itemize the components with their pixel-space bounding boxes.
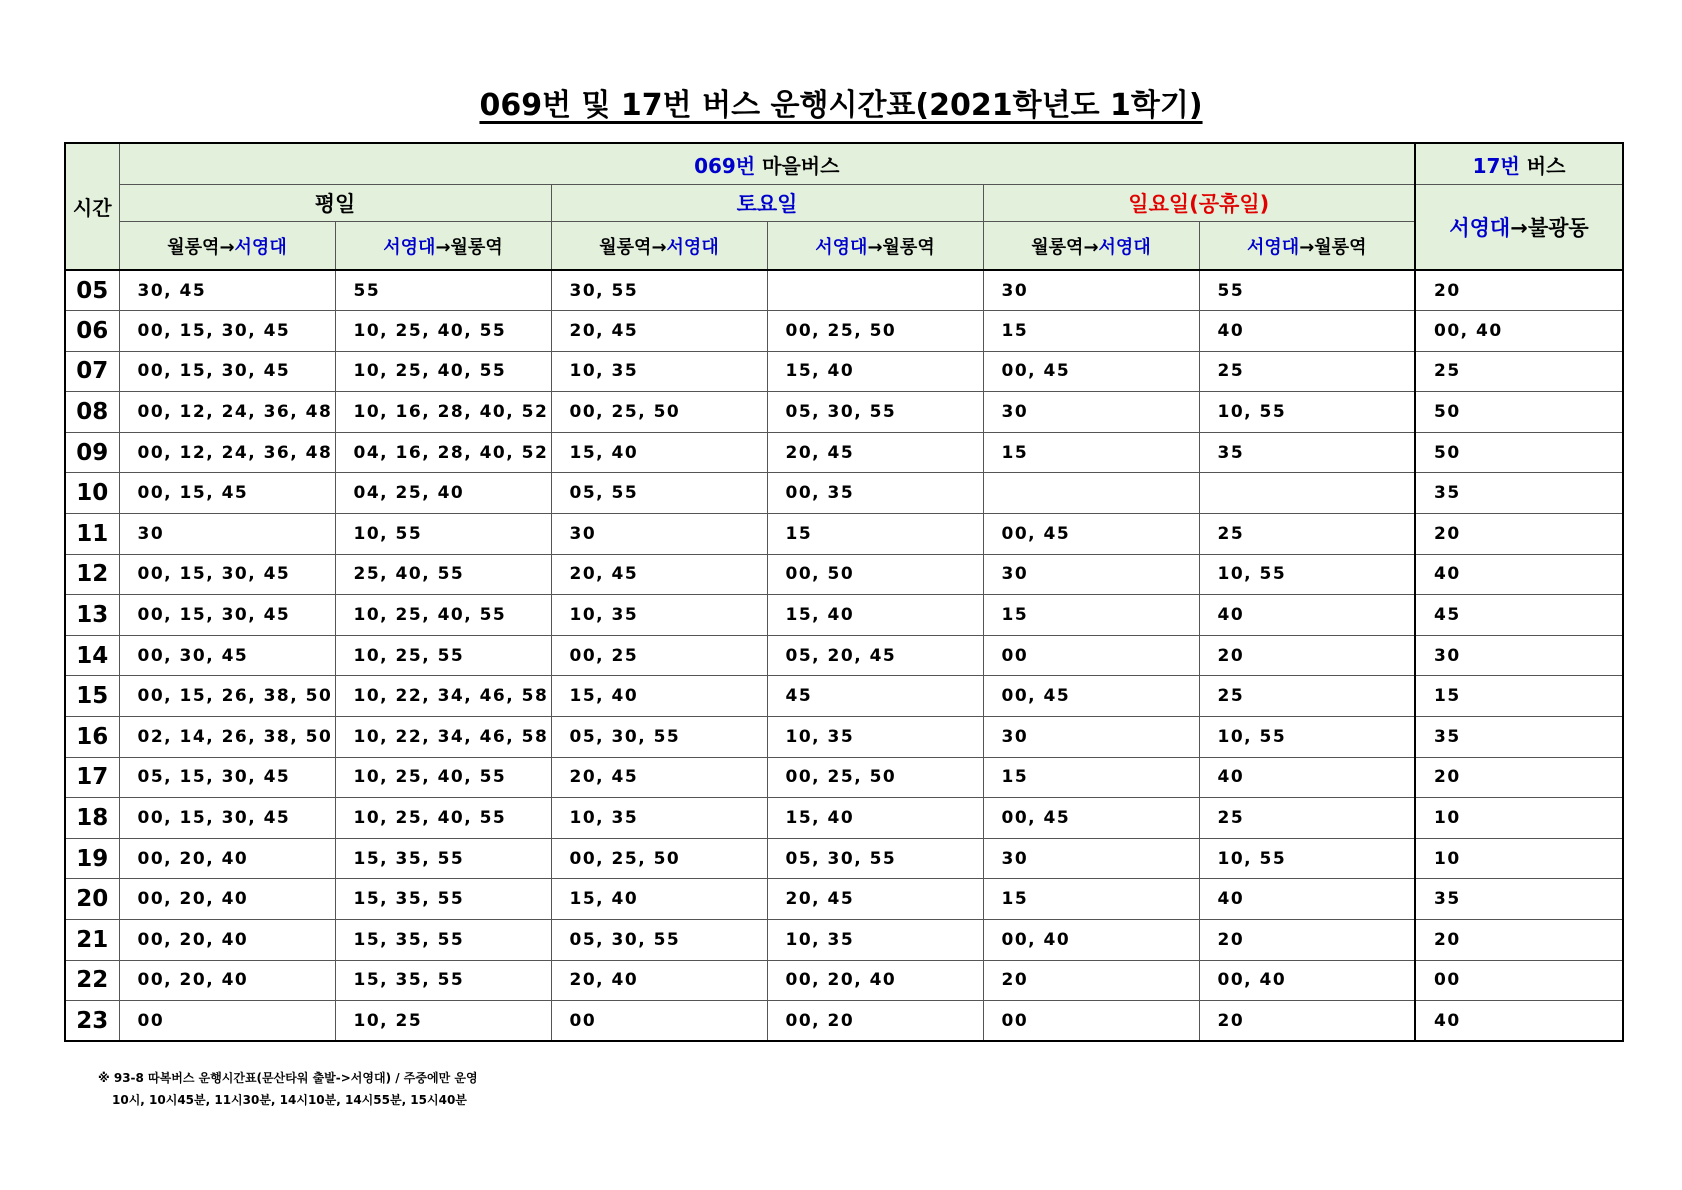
times-cell-wd-a: 00, 12, 24, 36, 48 [119,392,335,433]
times-cell-wd-b: 10, 16, 28, 40, 52 [335,392,551,433]
times-cell-b17: 20 [1415,514,1623,555]
times-cell-wd-a: 00, 15, 30, 45 [119,311,335,352]
times-cell-sat-b [767,270,983,311]
times-cell-wd-a: 00 [119,1001,335,1042]
times-cell-sun-a: 30 [983,270,1199,311]
times-cell-sun-a [983,473,1199,514]
times-cell-sun-a: 15 [983,879,1199,920]
table-row [65,270,1623,311]
times-cell-sat-a: 00, 25, 50 [551,392,767,433]
times-cell-sun-b: 10, 55 [1199,392,1415,433]
times-cell-b17: 20 [1415,270,1623,311]
times-cell-wd-b: 15, 35, 55 [335,838,551,879]
times-cell-wd-a: 00, 15, 45 [119,473,335,514]
times-cell-wd-b: 10, 25, 40, 55 [335,595,551,636]
table-row [65,514,1623,555]
times-cell-sun-a: 30 [983,554,1199,595]
times-cell-sat-a: 10, 35 [551,595,767,636]
times-cell-sat-b: 05, 20, 45 [767,635,983,676]
times-cell-b17: 50 [1415,392,1623,433]
times-cell-sun-b: 20 [1199,920,1415,961]
table-row [65,432,1623,473]
hour-cell: 16 [65,717,119,758]
hour-cell: 23 [65,1001,119,1042]
times-cell-sat-a: 10, 35 [551,351,767,392]
times-cell-sun-b [1199,473,1415,514]
times-cell-wd-b: 04, 25, 40 [335,473,551,514]
times-cell-sat-a: 20, 45 [551,757,767,798]
times-cell-sun-a: 20 [983,960,1199,1001]
times-cell-wd-a: 00, 15, 30, 45 [119,554,335,595]
table-row [65,392,1623,433]
hour-cell: 17 [65,757,119,798]
times-cell-sun-b: 25 [1199,798,1415,839]
times-cell-sun-b: 00, 40 [1199,960,1415,1001]
times-cell-wd-a: 00, 12, 24, 36, 48 [119,432,335,473]
times-cell-sun-a: 00, 40 [983,920,1199,961]
times-cell-sat-a: 00, 25, 50 [551,838,767,879]
times-cell-sat-a: 05, 30, 55 [551,717,767,758]
saturday-dir-a-header: 월롱역→서영대 [551,222,767,271]
times-cell-b17: 45 [1415,595,1623,636]
times-cell-sat-b: 00, 25, 50 [767,757,983,798]
times-cell-sat-a: 30 [551,514,767,555]
weekday-dir-b-header: 서영대→월롱역 [335,222,551,271]
times-cell-wd-a: 00, 15, 30, 45 [119,798,335,839]
times-cell-sun-b: 40 [1199,595,1415,636]
hour-cell: 12 [65,554,119,595]
times-cell-wd-a: 00, 15, 30, 45 [119,351,335,392]
times-cell-sun-a: 30 [983,392,1199,433]
times-cell-b17: 35 [1415,717,1623,758]
hour-cell: 09 [65,432,119,473]
table-row [65,960,1623,1001]
table-row [65,473,1623,514]
weekday-dir-a-header: 월롱역→서영대 [119,222,335,271]
times-cell-sun-a: 30 [983,717,1199,758]
times-cell-wd-b: 15, 35, 55 [335,879,551,920]
times-cell-sun-b: 40 [1199,879,1415,920]
times-cell-sat-b: 00, 35 [767,473,983,514]
times-cell-sat-b: 05, 30, 55 [767,838,983,879]
times-cell-sun-b: 10, 55 [1199,838,1415,879]
times-cell-sat-b: 15, 40 [767,595,983,636]
times-cell-sat-b: 15, 40 [767,798,983,839]
table-row [65,717,1623,758]
times-cell-b17: 20 [1415,920,1623,961]
times-cell-sat-a: 00 [551,1001,767,1042]
times-cell-sat-b: 15, 40 [767,351,983,392]
times-cell-b17: 35 [1415,879,1623,920]
table-row [65,838,1623,879]
times-cell-b17: 50 [1415,432,1623,473]
hour-cell: 21 [65,920,119,961]
time-column-header: 시간 [65,143,119,270]
times-cell-wd-b: 10, 25 [335,1001,551,1042]
times-cell-sat-b: 10, 35 [767,920,983,961]
footnote-line-2: 10시, 10시45분, 11시30분, 14시10분, 14시55분, 15시40분 [112,1093,467,1107]
times-cell-sun-a: 15 [983,757,1199,798]
hour-cell: 14 [65,635,119,676]
hour-cell: 08 [65,392,119,433]
times-cell-sat-b: 05, 30, 55 [767,392,983,433]
times-cell-sun-b: 25 [1199,351,1415,392]
bus069-header: 069번 마을버스 [119,143,1415,185]
times-cell-sun-a: 15 [983,311,1199,352]
sunday-dir-a-header: 월롱역→서영대 [983,222,1199,271]
times-cell-wd-a: 30 [119,514,335,555]
bus17-header: 17번 버스 [1415,143,1623,185]
times-cell-sun-b: 10, 55 [1199,717,1415,758]
times-cell-sat-a: 05, 30, 55 [551,920,767,961]
table-row [65,798,1623,839]
times-cell-sun-a: 30 [983,838,1199,879]
table-row [65,351,1623,392]
table-row [65,635,1623,676]
table-row [65,676,1623,717]
sunday-header: 일요일(공휴일) [983,185,1415,222]
times-cell-sun-b: 25 [1199,514,1415,555]
times-cell-sat-b: 00, 25, 50 [767,311,983,352]
times-cell-sat-b: 00, 50 [767,554,983,595]
table-row [65,1001,1623,1042]
times-cell-wd-b: 10, 25, 55 [335,635,551,676]
times-cell-wd-b: 10, 22, 34, 46, 58 [335,717,551,758]
times-cell-b17: 20 [1415,757,1623,798]
sunday-dir-b-header: 서영대→월롱역 [1199,222,1415,271]
bus17-direction-header: 서영대→불광동 [1415,185,1623,271]
times-cell-b17: 30 [1415,635,1623,676]
footnote [98,1067,478,1111]
times-cell-wd-b: 10, 25, 40, 55 [335,757,551,798]
times-cell-b17: 25 [1415,351,1623,392]
times-cell-b17: 10 [1415,838,1623,879]
times-cell-sat-b: 15 [767,514,983,555]
times-cell-wd-b: 10, 55 [335,514,551,555]
times-cell-sat-a: 15, 40 [551,879,767,920]
times-cell-wd-a: 30, 45 [119,270,335,311]
times-cell-sun-b: 40 [1199,757,1415,798]
times-cell-sat-a: 30, 55 [551,270,767,311]
times-cell-b17: 00, 40 [1415,311,1623,352]
times-cell-b17: 15 [1415,676,1623,717]
times-cell-sat-a: 00, 25 [551,635,767,676]
times-cell-wd-a: 02, 14, 26, 38, 50 [119,717,335,758]
table-row [65,920,1623,961]
footnote-line-1: ※ 93-8 따복버스 운행시간표(문산타워 출발->서영대) / 주중에만 운영 [98,1071,478,1085]
times-cell-sun-b: 10, 55 [1199,554,1415,595]
times-cell-sun-a: 00, 45 [983,798,1199,839]
hour-cell: 18 [65,798,119,839]
times-cell-sun-a: 00 [983,635,1199,676]
times-cell-sat-a: 15, 40 [551,432,767,473]
hour-cell: 07 [65,351,119,392]
times-cell-sun-a: 15 [983,595,1199,636]
times-cell-sun-a: 00, 45 [983,351,1199,392]
hour-cell: 20 [65,879,119,920]
times-cell-wd-a: 00, 30, 45 [119,635,335,676]
times-cell-b17: 40 [1415,1001,1623,1042]
hour-cell: 22 [65,960,119,1001]
table-row [65,554,1623,595]
table-row [65,311,1623,352]
times-cell-sat-a: 15, 40 [551,676,767,717]
times-cell-wd-a: 05, 15, 30, 45 [119,757,335,798]
table-row [65,879,1623,920]
times-cell-sat-a: 05, 55 [551,473,767,514]
hour-cell: 10 [65,473,119,514]
page-title: 069번 및 17번 버스 운행시간표(2021학년도 1학기) [479,88,1203,123]
times-cell-wd-a: 00, 20, 40 [119,838,335,879]
times-cell-wd-a: 00, 20, 40 [119,920,335,961]
times-cell-wd-b: 55 [335,270,551,311]
weekday-header: 평일 [119,185,551,222]
times-cell-wd-b: 10, 25, 40, 55 [335,798,551,839]
times-cell-wd-b: 15, 35, 55 [335,960,551,1001]
times-cell-sun-a: 00 [983,1001,1199,1042]
hour-cell: 05 [65,270,119,311]
hour-cell: 13 [65,595,119,636]
times-cell-sat-b: 00, 20 [767,1001,983,1042]
times-cell-sun-b: 35 [1199,432,1415,473]
times-cell-sun-b: 20 [1199,635,1415,676]
timetable [64,142,1624,1042]
times-cell-sun-b: 25 [1199,676,1415,717]
times-cell-wd-a: 00, 15, 26, 38, 50 [119,676,335,717]
times-cell-wd-b: 10, 25, 40, 55 [335,351,551,392]
table-row [65,595,1623,636]
times-cell-sun-a: 00, 45 [983,676,1199,717]
times-cell-sun-b: 20 [1199,1001,1415,1042]
times-cell-sun-b: 40 [1199,311,1415,352]
times-cell-b17: 40 [1415,554,1623,595]
times-cell-wd-b: 15, 35, 55 [335,920,551,961]
times-cell-b17: 00 [1415,960,1623,1001]
times-cell-sat-b: 10, 35 [767,717,983,758]
times-cell-wd-b: 10, 25, 40, 55 [335,311,551,352]
hour-cell: 15 [65,676,119,717]
saturday-header: 토요일 [551,185,983,222]
times-cell-sat-a: 20, 45 [551,311,767,352]
saturday-dir-b-header: 서영대→월롱역 [767,222,983,271]
times-cell-wd-b: 25, 40, 55 [335,554,551,595]
table-row [65,757,1623,798]
times-cell-sun-a: 00, 45 [983,514,1199,555]
times-cell-sun-b: 55 [1199,270,1415,311]
timetable-body [65,270,1623,1041]
times-cell-sat-b: 00, 20, 40 [767,960,983,1001]
times-cell-sat-b: 20, 45 [767,432,983,473]
times-cell-b17: 35 [1415,473,1623,514]
times-cell-wd-a: 00, 15, 30, 45 [119,595,335,636]
hour-cell: 11 [65,514,119,555]
hour-cell: 06 [65,311,119,352]
hour-cell: 19 [65,838,119,879]
times-cell-sat-b: 20, 45 [767,879,983,920]
times-cell-wd-a: 00, 20, 40 [119,879,335,920]
times-cell-wd-b: 10, 22, 34, 46, 58 [335,676,551,717]
times-cell-sun-a: 15 [983,432,1199,473]
times-cell-sat-a: 20, 45 [551,554,767,595]
times-cell-sat-a: 10, 35 [551,798,767,839]
times-cell-wd-b: 04, 16, 28, 40, 52 [335,432,551,473]
times-cell-sat-b: 45 [767,676,983,717]
times-cell-sat-a: 20, 40 [551,960,767,1001]
times-cell-b17: 10 [1415,798,1623,839]
times-cell-wd-a: 00, 20, 40 [119,960,335,1001]
